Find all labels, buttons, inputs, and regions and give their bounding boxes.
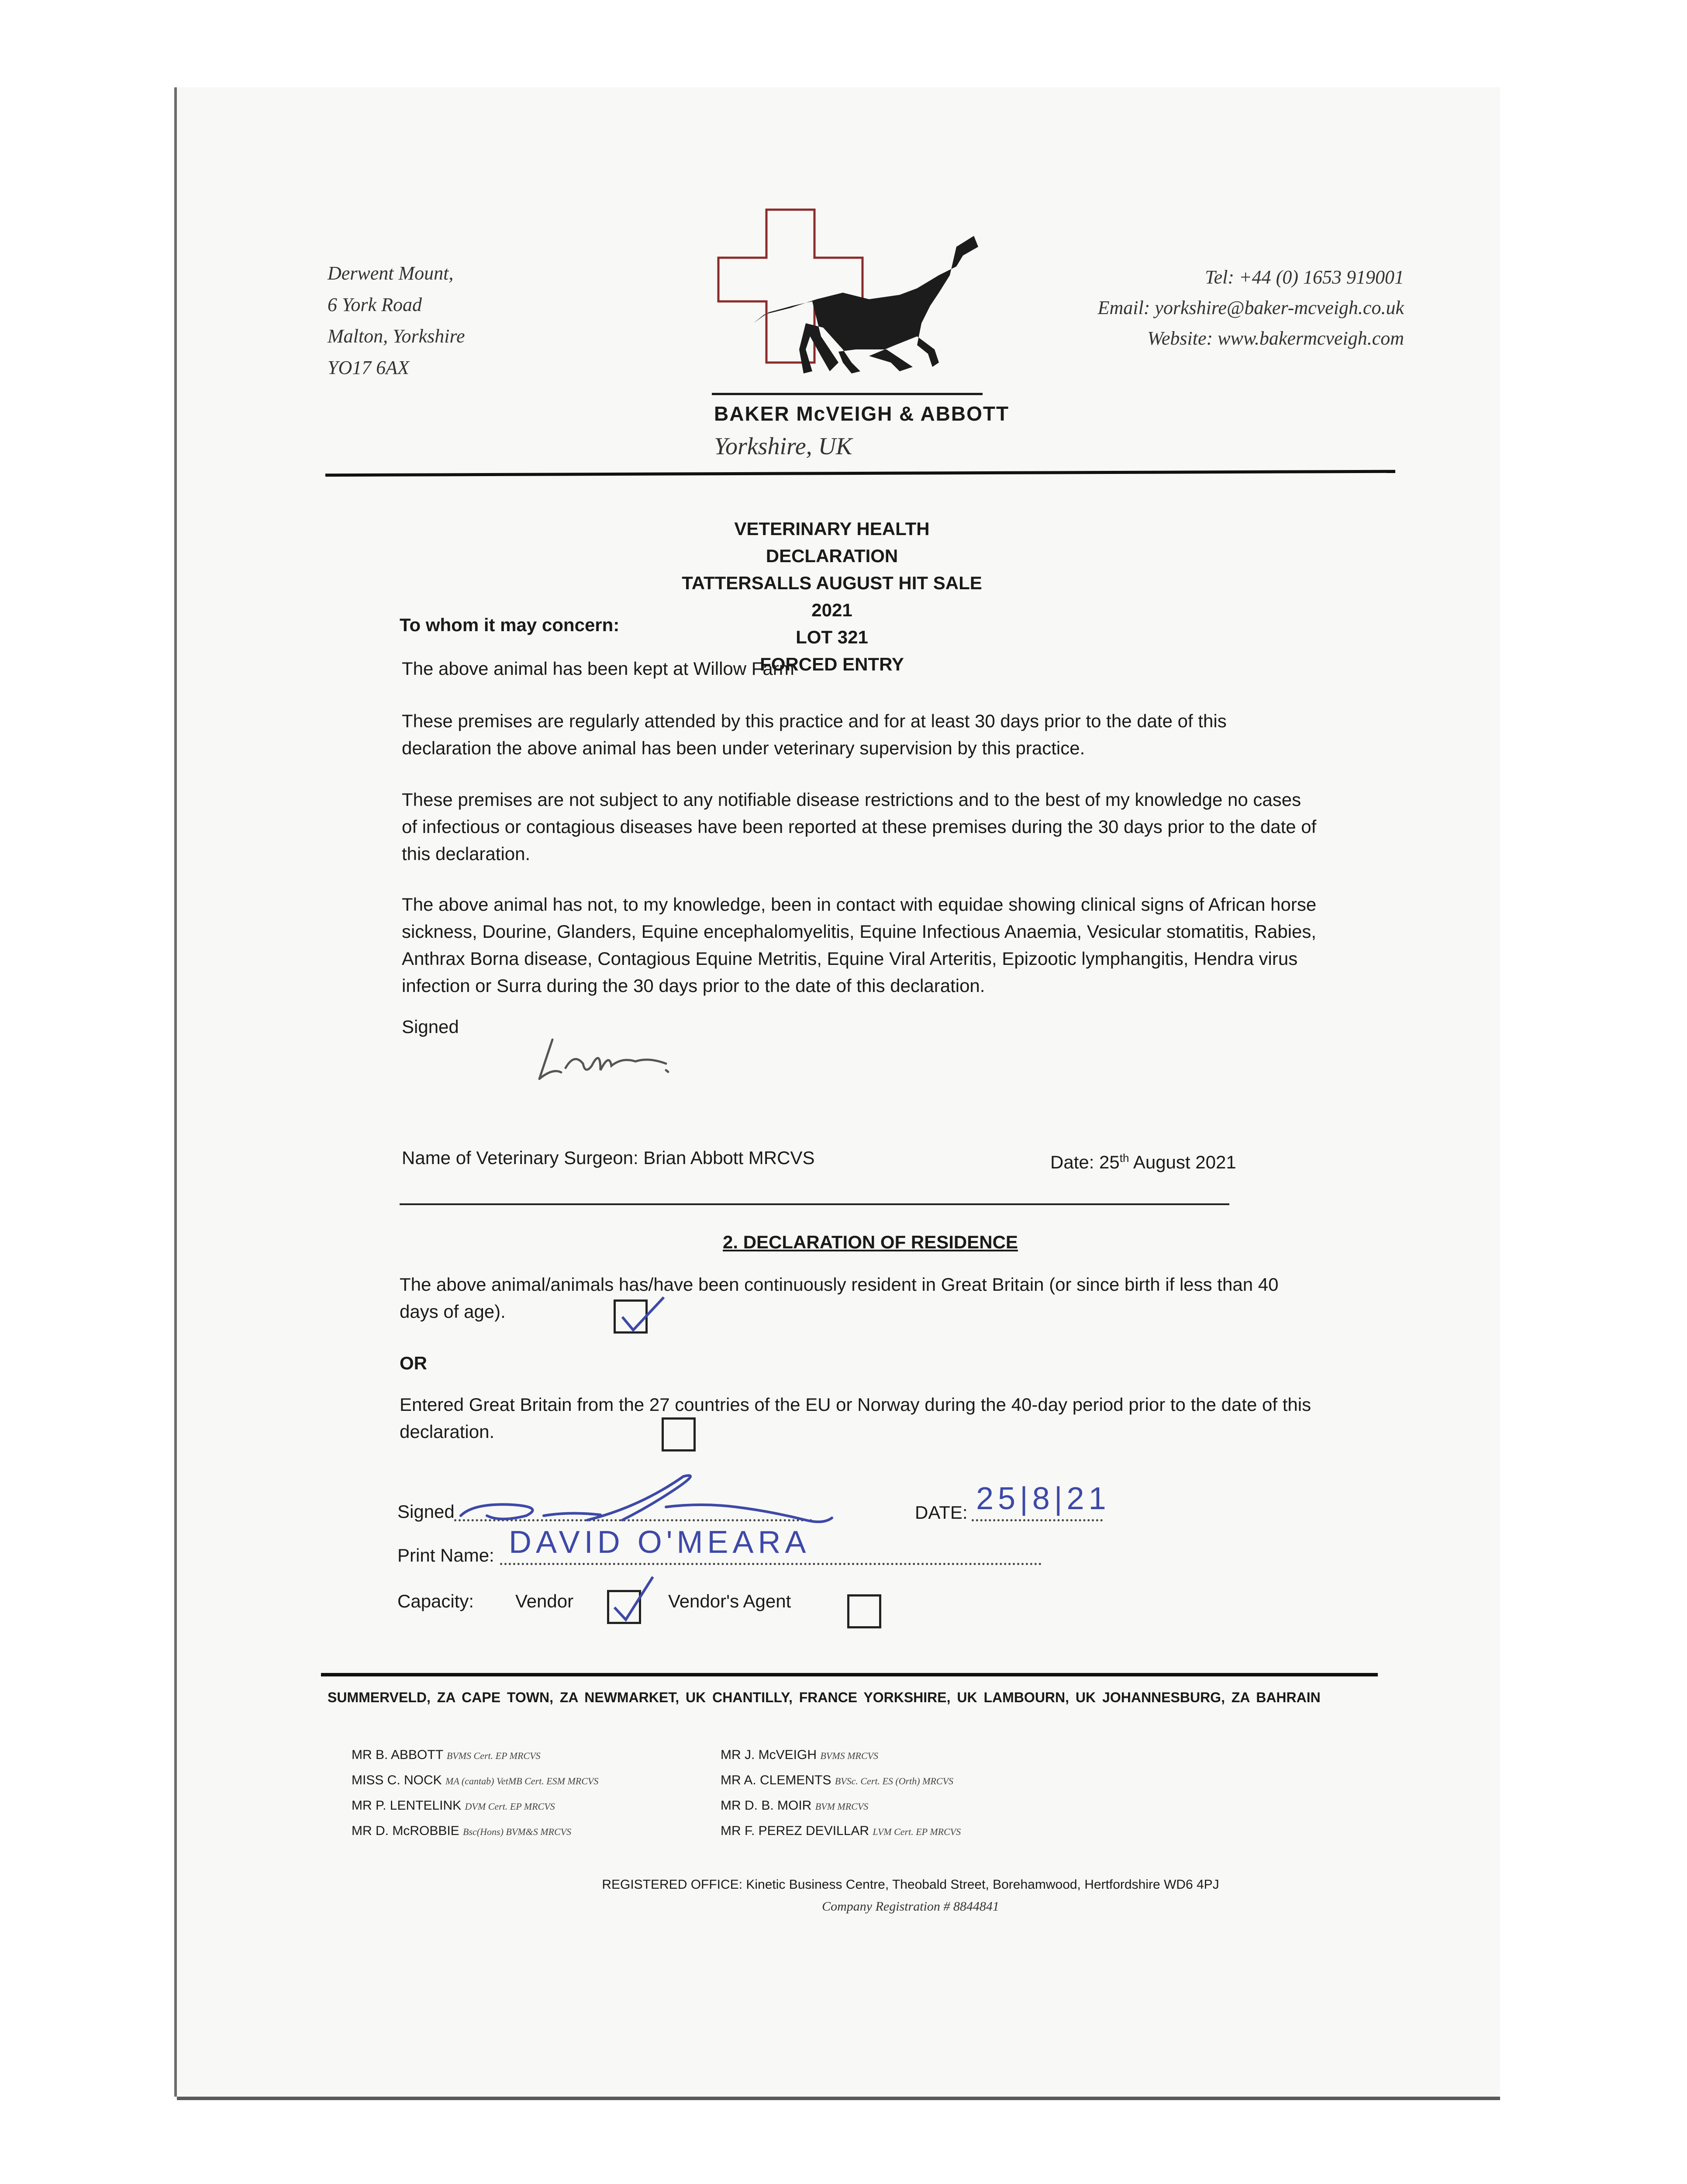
vet-signature: [535, 1026, 701, 1088]
header-divider: [325, 470, 1395, 477]
paragraph-restrictions: These premises are not subject to any notifiable disease restrictions and to the best of my knowledge no cases of infectious or contagious diseases have been reported at these premises during the 30 days prior to the date of this declaration.: [402, 789, 1317, 864]
signed-label: Signed: [402, 1016, 459, 1037]
title-line: TATTERSALLS AUGUST HIT SALE 2021: [682, 573, 982, 620]
partner-name: MR D. McROBBIE: [352, 1824, 459, 1838]
residence-option-2-checkbox[interactable]: [662, 1417, 696, 1451]
capacity-label: Capacity:: [397, 1591, 474, 1611]
partner-entry: [721, 1768, 961, 1794]
partner-entry: [352, 1743, 598, 1768]
contact-website: Website: www.bakermcveigh.com: [1147, 328, 1404, 349]
vendor-date-line: [972, 1519, 1103, 1521]
date-suffix: th: [1119, 1151, 1129, 1165]
brand-name: BAKER McVEIGH & ABBOTT: [714, 402, 1010, 425]
partner-name: MISS C. NOCK: [352, 1773, 442, 1787]
print-name-value: DAVID O'MEARA: [509, 1525, 811, 1560]
partner-qualifications: DVM Cert. EP MRCVS: [465, 1801, 555, 1812]
partner-qualifications: LVM Cert. EP MRCVS: [873, 1826, 961, 1837]
date-day: Date: 25: [1050, 1152, 1120, 1172]
partner-qualifications: MA (cantab) VetMB Cert. ESM MRCVS: [445, 1776, 599, 1787]
residence-heading: 2. DECLARATION OF RESIDENCE: [723, 1232, 1018, 1252]
print-name-line: [500, 1563, 1042, 1565]
partner-name: MR D. B. MOIR: [721, 1798, 812, 1813]
vet-surgeon-name: Name of Veterinary Surgeon: Brian Abbott MRCVS: [402, 1147, 815, 1168]
date-month-year: August 2021: [1129, 1152, 1236, 1172]
vendor-signed-label: Signed: [397, 1501, 455, 1522]
title-line: FORCED ENTRY: [760, 654, 904, 674]
partner-entry: [721, 1819, 961, 1844]
partner-entry: [721, 1794, 961, 1819]
partner-qualifications: Bsc(Hons) BVM&S MRCVS: [463, 1826, 572, 1837]
address-line: 6 York Road: [328, 294, 422, 315]
paragraph-supervision: These premises are regularly attended by this practice and for at least 30 days prior to the date of this declaration the above animal has been under veterinary supervision by this practice.: [402, 711, 1227, 758]
salutation: To whom it may concern:: [400, 615, 620, 635]
partner-entry: [352, 1794, 598, 1819]
company-registration: Company Registration # 8844841: [822, 1899, 999, 1914]
partner-qualifications: BVSc. Cert. ES (Orth) MRCVS: [835, 1776, 954, 1787]
partner-entry: [352, 1768, 598, 1794]
paragraph-premises: The above animal has been kept at Willow Farm: [402, 658, 794, 679]
partner-qualifications: BVM MRCVS: [815, 1801, 869, 1812]
practice-contact: [1098, 262, 1404, 354]
address-line: Malton, Yorkshire: [328, 325, 465, 347]
partner-qualifications: BVMS MRCVS: [820, 1750, 878, 1761]
address-line: Derwent Mount,: [328, 263, 454, 284]
partner-name: MR F. PEREZ DEVILLAR: [721, 1824, 869, 1838]
residence-option-2: Entered Great Britain from the 27 countries of the EU or Norway during the 40-day period prior to the date of this declaration.: [400, 1394, 1311, 1442]
brand-location: Yorkshire, UK: [714, 433, 852, 460]
print-name-label: Print Name:: [397, 1545, 494, 1565]
document-page: [177, 87, 1500, 2097]
partner-qualifications: BVMS Cert. EP MRCVS: [446, 1750, 541, 1761]
partners-right: [721, 1743, 961, 1844]
title-line: LOT 321: [796, 627, 868, 647]
declaration-title: [679, 515, 985, 678]
partners-left: [352, 1743, 598, 1844]
address-line: YO17 6AX: [328, 357, 409, 378]
title-line: VETERINARY HEALTH DECLARATION: [734, 518, 930, 566]
partner-name: MR A. CLEMENTS: [721, 1773, 831, 1787]
checkmark-icon: [618, 1293, 666, 1337]
partner-entry: [352, 1819, 598, 1844]
partner-name: MR J. McVEIGH: [721, 1748, 817, 1762]
horse-silhouette-icon: [753, 236, 978, 373]
section-divider: [400, 1203, 1229, 1205]
registered-office: [539, 1874, 1282, 1918]
vet-declaration-date: [1050, 1144, 1236, 1176]
vendor-date-value: 25|8|21: [976, 1481, 1111, 1516]
contact-phone: Tel: +44 (0) 1653 919001: [1205, 266, 1404, 288]
footer-divider: [321, 1673, 1378, 1676]
practice-address: [328, 258, 465, 384]
vendor-option-label: Vendor: [515, 1591, 574, 1611]
checkmark-icon: [609, 1572, 657, 1625]
contact-email: Email: yorkshire@baker-mcveigh.co.uk: [1097, 297, 1404, 318]
registered-office-address: REGISTERED OFFICE: Kinetic Business Centre, Theobald Street, Borehamwood, Hertfordshire WD6 4PJ: [602, 1877, 1219, 1892]
vendor-signature: [456, 1463, 841, 1533]
vendor-agent-checkbox[interactable]: [847, 1594, 881, 1628]
office-locations: SUMMERVELD, ZA CAPE TOWN, ZA NEWMARKET, UK CHANTILLY, FRANCE YORKSHIRE, UK LAMBOURN, UK JOHANNESBURG, ZA BAHRAIN: [328, 1690, 1321, 1705]
or-label: OR: [400, 1353, 427, 1373]
partner-entry: [721, 1743, 961, 1768]
vendor-date-label: DATE:: [915, 1502, 968, 1523]
partner-name: MR B. ABBOTT: [352, 1748, 443, 1762]
paragraph-contact: The above animal has not, to my knowledge, been in contact with equidae showing clinical signs of African horse sickness, Dourine, Glanders, Equine encephalomyelitis, Equine Infectious Anaemia, Vesicular stomatitis, Rabies, Anthrax Borna disease, Contagious Equine Metritis, Equine Viral Arteritis, Epizootic lymphangitis, Hendra virus infection or Surra during the 30 days prior to the date of this declaration.: [402, 894, 1317, 996]
residence-option-1: The above animal/animals has/have been continuously resident in Great Britain (or since birth if less than 40 days of age).: [400, 1274, 1279, 1322]
partner-name: MR P. LENTELINK: [352, 1798, 462, 1813]
vendor-agent-option-label: Vendor's Agent: [668, 1591, 791, 1611]
